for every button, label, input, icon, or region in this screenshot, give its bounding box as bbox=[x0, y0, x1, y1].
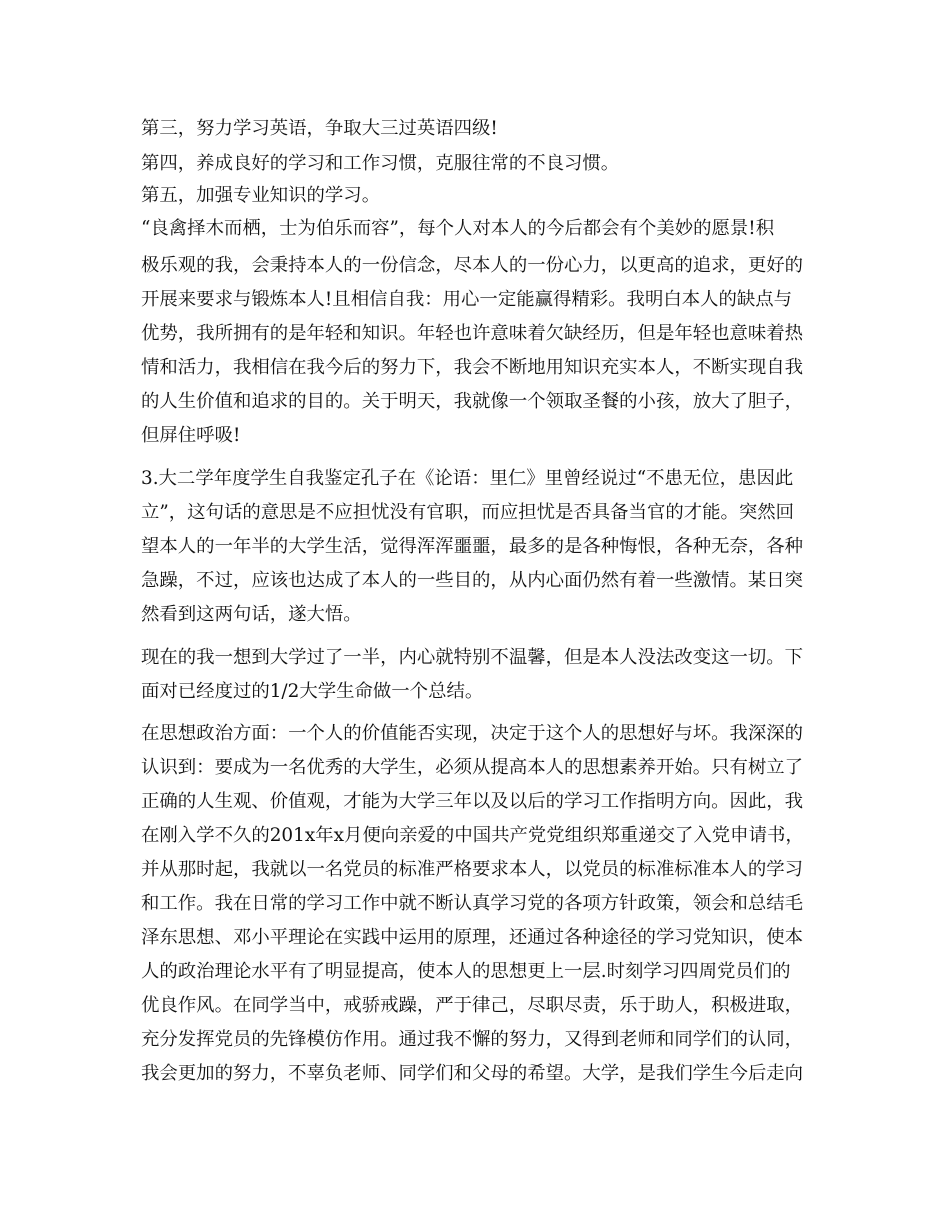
text-line: 现在的我一想到大学过了一半，内心就特别不温馨，但是本人没法改变这一切。下 bbox=[141, 647, 804, 668]
text-line: 充分发挥党员的先锋模仿作用。通过我不懈的努力，又得到老师和同学们的认同， bbox=[141, 1029, 804, 1050]
text-line: 面对已经度过的1/2大学生命做一个总结。 bbox=[141, 681, 484, 702]
text-line: 认识到：要成为一名优秀的大学生，必须从提高本人的思想素养开始。只有树立了 bbox=[141, 757, 804, 778]
text-line: 在刚入学不久的201x年x月便向亲爱的中国共产党党组织郑重递交了入党申请书， bbox=[141, 825, 804, 846]
text-line: 和工作。我在日常的学习工作中就不断认真学习党的各项方针政策，领会和总结毛 bbox=[141, 893, 804, 914]
text-line: 立”，这句话的意思是不应担忧没有官职，而应担忧是否具备当官的才能。突然回 bbox=[141, 502, 795, 523]
text-line: 急躁，不过，应该也达成了本人的一些目的，从内心面仍然有着一些激情。某日突 bbox=[141, 570, 804, 591]
text-line: 优良作风。在同学当中，戒骄戒躁，严于律己，尽职尽责，乐于助人，积极进取， bbox=[141, 995, 804, 1016]
text-line: 在思想政治方面：一个人的价值能否实现，决定于这个人的思想好与坏。我深深的 bbox=[141, 723, 804, 744]
text-line: 情和活力，我相信在我今后的努力下，我会不断地用知识充实本人，不断实现自我 bbox=[141, 357, 804, 378]
text-line: 第四，养成良好的学习和工作习惯，克服往常的不良习惯。 bbox=[141, 153, 620, 174]
text-line: 优势，我所拥有的是年轻和知识。年轻也许意味着欠缺经历，但是年轻也意味着热 bbox=[141, 323, 804, 344]
text-line: 并从那时起，我就以一名党员的标准严格要求本人，以党员的标准标准本人的学习 bbox=[141, 859, 804, 880]
text-line: 开展来要求与锻炼本人!且相信自我：用心一定能赢得精彩。我明白本人的缺点与 bbox=[141, 289, 793, 310]
text-line: 第三，努力学习英语，争取大三过英语四级! bbox=[141, 118, 498, 139]
text-line: 我会更加的努力，不辜负老师、同学们和父母的希望。大学，是我们学生今后走向 bbox=[141, 1063, 804, 1084]
text-line: 正确的人生观、价值观，才能为大学三年以及以后的学习工作指明方向。因此，我 bbox=[141, 791, 804, 812]
text-line: 人的政治理论水平有了明显提高，使本人的思想更上一层.时刻学习四周党员们的 bbox=[141, 961, 791, 982]
text-line: 3.大二学年度学生自我鉴定孔子在《论语：里仁》里曾经说过“不患无位，患因此 bbox=[141, 468, 794, 489]
text-line: 望本人的一年半的大学生活，觉得浑浑噩噩，最多的是各种悔恨，各种无奈，各种 bbox=[141, 536, 804, 557]
text-line: 第五，加强专业知识的学习。 bbox=[141, 185, 381, 206]
text-line: 然看到这两句话，遂大悟。 bbox=[141, 604, 362, 625]
text-line: 极乐观的我，会秉持本人的一份信念，尽本人的一份心力，以更高的追求，更好的 bbox=[141, 255, 804, 276]
text-line: 但屏住呼吸! bbox=[141, 425, 241, 446]
text-line: 泽东思想、邓小平理论在实践中运用的原理，还通过各种途径的学习党知识，使本 bbox=[141, 927, 804, 948]
text-line: 的人生价值和追求的目的。关于明天，我就像一个领取圣餐的小孩，放大了胆子， bbox=[141, 391, 804, 412]
text-line: “良禽择木而栖，士为伯乐而容”，每个人对本人的今后都会有个美妙的愿景!积 bbox=[141, 218, 775, 239]
